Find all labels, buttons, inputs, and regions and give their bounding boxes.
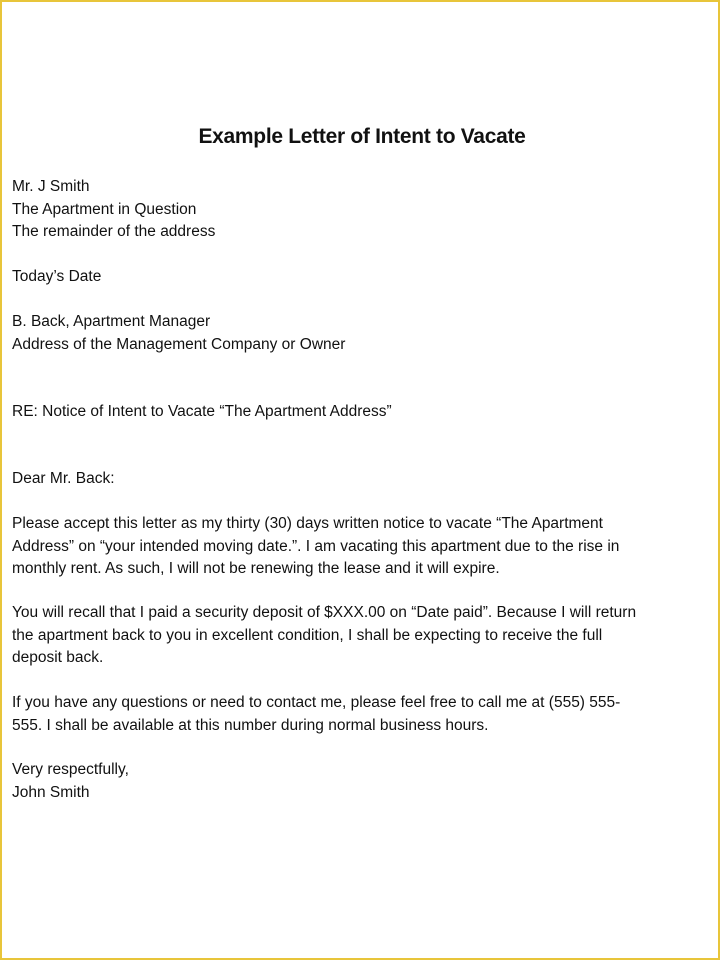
subject-block: [12, 401, 702, 424]
sender-block: [12, 176, 702, 244]
closing-block: [12, 759, 702, 804]
paragraph-line: If you have any questions or need to contact me, please feel free to call me at (555) 555-: [12, 694, 621, 711]
paragraph-line: Please accept this letter as my thirty (30) days written notice to vacate “The Apartment: [12, 515, 603, 532]
paragraph-line: monthly rent. As such, I will not be renewing the lease and it will expire.: [12, 560, 500, 578]
letter-date: Today’s Date: [12, 268, 102, 285]
salutation-block: [12, 468, 702, 491]
paragraph-3: [12, 692, 702, 737]
date-block: [12, 266, 702, 289]
sender-address-line-2: The remainder of the address: [12, 223, 216, 241]
paragraph-2: [12, 602, 702, 670]
paragraph-line: Address” on “your intended moving date.”. I am vacating this apartment due to the rise in: [12, 537, 620, 555]
recipient-block: [12, 311, 702, 356]
paragraph-line: deposit back.: [12, 649, 104, 667]
subject-line: RE: Notice of Intent to Vacate “The Apartment Address”: [12, 403, 392, 420]
recipient-address: Address of the Management Company or Owner: [12, 335, 346, 353]
paragraph-line: the apartment back to you in excellent condition, I shall be expecting to receive the full: [12, 626, 603, 644]
letter-title: Example Letter of Intent to Vacate: [198, 125, 526, 148]
paragraph-line: You will recall that I paid a security deposit of $XXX.00 on “Date paid”. Because I will return: [12, 604, 637, 621]
paragraph-1: [12, 513, 702, 581]
recipient-name-title: B. Back, Apartment Manager: [12, 313, 211, 330]
sender-address-line-1: The Apartment in Question: [12, 200, 197, 218]
sender-name: Mr. J Smith: [12, 178, 90, 195]
paragraph-line: 555. I shall be available at this number during normal business hours.: [12, 716, 489, 734]
signature: John Smith: [12, 783, 90, 801]
salutation: Dear Mr. Back:: [12, 470, 115, 487]
closing: Very respectfully,: [12, 761, 129, 778]
